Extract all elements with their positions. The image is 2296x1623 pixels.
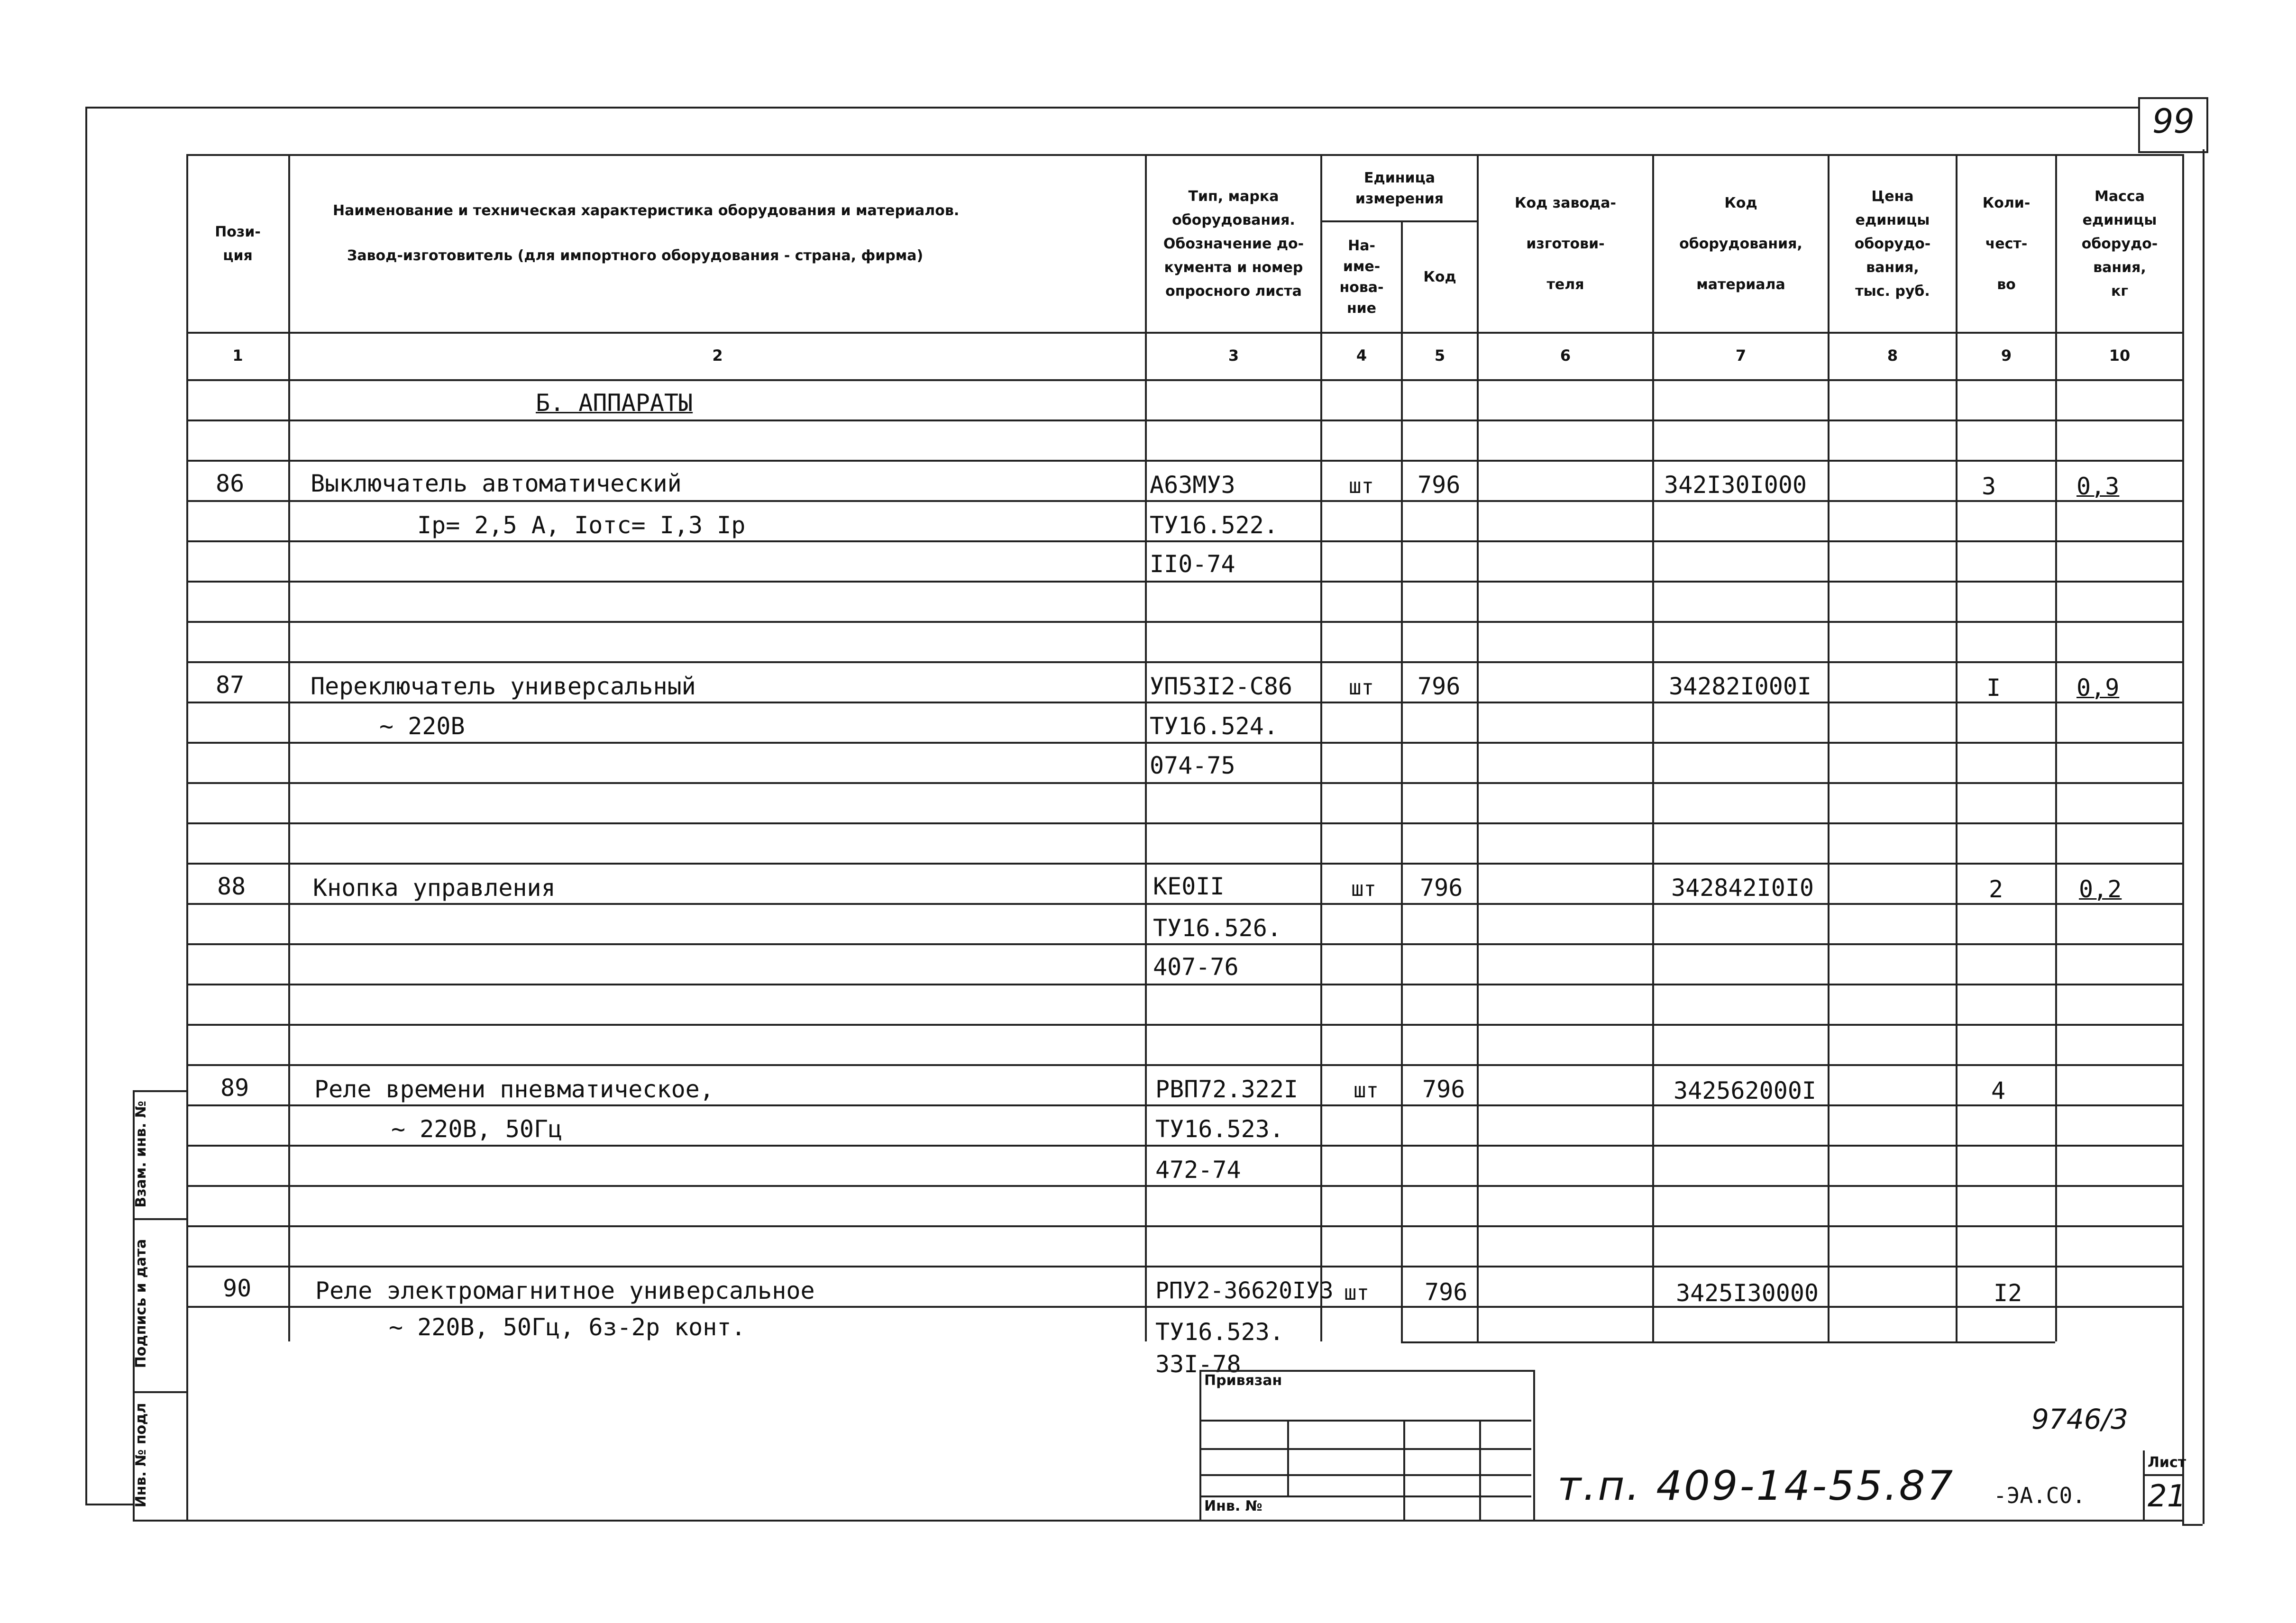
item-equipment-code: 34282I000I: [1669, 673, 1812, 700]
album-number: 9746/3: [2031, 1403, 2129, 1435]
item-type-doc: ТУ16.522.: [1150, 511, 1278, 539]
item-type-doc: ТУ16.523.: [1155, 1115, 1284, 1143]
page-number: 99: [2152, 102, 2195, 141]
section-title: Б. АППАРАТЫ: [536, 389, 693, 417]
outer-frame-bottom: [85, 1504, 133, 1505]
row-line: [186, 1024, 2182, 1026]
header-quantity: Коли- чест- во: [1982, 195, 2031, 293]
table-right-border: [2182, 154, 2184, 1524]
row-line: [186, 1185, 2182, 1187]
col-number: 9: [2001, 346, 2012, 365]
inventory-label: Инв. №: [1204, 1498, 1262, 1514]
row-line: [186, 540, 2182, 542]
outer-frame-top: [85, 107, 2138, 109]
item-type: КЕ0II: [1153, 873, 1225, 900]
stamp-line: [1199, 1495, 1531, 1497]
item-name: Выключатель автоматический: [311, 470, 682, 497]
side-label-signature: Подпись и дата: [133, 1239, 149, 1368]
row-line: [186, 1306, 2182, 1308]
header-position: Пози- ция: [215, 224, 261, 264]
item-unit: шт: [1354, 1078, 1379, 1103]
header-unit-group: Единица измерения: [1355, 169, 1444, 207]
stamp-vline: [1287, 1420, 1289, 1495]
item-name: Кнопка управления: [313, 874, 556, 902]
item-equipment-code: 342562000I: [1674, 1077, 1817, 1104]
row-line: [186, 1266, 2182, 1267]
item-name: Переключатель универсальный: [311, 673, 696, 700]
row-line: [186, 863, 2182, 865]
row-line: [186, 903, 2182, 905]
item-position: 90: [223, 1275, 252, 1302]
item-name: Реле времени пневматическое,: [314, 1076, 714, 1103]
col-number: 8: [1887, 346, 1898, 365]
row-line: [186, 822, 2182, 824]
item-type-doc-number: 33I-78: [1155, 1350, 1241, 1378]
sheet-number: 21: [2148, 1479, 2186, 1514]
item-unit: шт: [1351, 877, 1376, 901]
item-quantity: 4: [1991, 1077, 2006, 1104]
item-unit-code: 796: [1418, 471, 1461, 499]
item-type-doc-number: 472-74: [1155, 1156, 1241, 1184]
stamp-line: [1199, 1474, 1531, 1476]
header-mass: Масса единицы оборудо- вания, кг: [2081, 188, 2158, 300]
stamp-line: [1199, 1420, 1531, 1422]
item-type: РВП72.322I: [1155, 1076, 1299, 1103]
item-position: 88: [217, 873, 246, 900]
item-unit-code: 796: [1422, 1076, 1465, 1103]
item-type-doc-number: II0-74: [1150, 550, 1235, 578]
sheet-box-divider: [2143, 1474, 2182, 1476]
document-code: -ЭА.С0.: [1994, 1483, 2086, 1508]
stamp-right-bottom: [2182, 1524, 2203, 1526]
header-type: Тип, марка оборудования. Обозначение до- кумента и номер опросного листа: [1163, 188, 1304, 300]
header-unit-code: Код: [1423, 269, 1456, 285]
row-line: [186, 621, 2182, 623]
header-unit-name: На- име- нова- ние: [1339, 237, 1384, 317]
item-type-doc-number: 407-76: [1153, 953, 1239, 981]
table-body-bottom: [1401, 1341, 2055, 1343]
row-line: [186, 702, 2182, 703]
item-spec: ~ 220В: [379, 712, 465, 740]
item-type: РПУ2-36620IУ3: [1155, 1277, 1334, 1304]
col-number: 5: [1434, 346, 1445, 365]
header-name-line1: Наименование и техническая характеристика оборудования и материалов.: [333, 202, 960, 219]
item-spec: ~ 220В, 50Гц, 6з-2р конт.: [389, 1313, 746, 1341]
side-label-replacement: Взам. инв. №: [133, 1101, 149, 1208]
item-equipment-code: 342842I0I0: [1671, 874, 1814, 902]
item-quantity: 3: [1982, 473, 1996, 500]
row-line: [186, 500, 2182, 502]
col-numbers-bottom-line: [186, 379, 2182, 381]
sheet-box-left: [2143, 1450, 2145, 1522]
header-factory-code: Код завода- изготови- теля: [1515, 195, 1616, 293]
item-quantity: I2: [1994, 1279, 2022, 1307]
col-number: 1: [232, 346, 243, 365]
stamp-vline: [1403, 1420, 1405, 1522]
row-line: [186, 742, 2182, 744]
item-position: 89: [220, 1074, 249, 1102]
item-type-doc: ТУ16.523.: [1155, 1318, 1284, 1346]
col-number: 6: [1560, 346, 1571, 365]
item-position: 86: [216, 470, 245, 497]
item-mass: 0,3: [2076, 473, 2120, 500]
row-line: [186, 1064, 2182, 1066]
col-number: 7: [1735, 346, 1747, 365]
stamp-line: [1199, 1448, 1531, 1450]
item-spec: ~ 220В, 50Гц: [391, 1115, 563, 1143]
item-equipment-code: 3425I30000: [1676, 1279, 1819, 1307]
item-name: Реле электромагнитное универсальное: [315, 1277, 815, 1304]
row-line: [186, 460, 2182, 462]
item-unit: шт: [1349, 474, 1374, 498]
col-number: 10: [2109, 346, 2131, 365]
col-number: 2: [712, 346, 723, 365]
item-type: УП53I2-С86: [1150, 673, 1293, 700]
row-line: [186, 1104, 2182, 1106]
item-mass: 0,9: [2076, 674, 2120, 702]
side-label-inventory: Инв. № подл: [133, 1403, 149, 1508]
col-number: 4: [1356, 346, 1367, 365]
item-unit-code: 796: [1418, 673, 1461, 700]
header-equipment-code: Код оборудования, материала: [1679, 195, 1802, 293]
item-position: 87: [216, 671, 245, 699]
row-line: [186, 984, 2182, 985]
item-unit-code: 796: [1420, 874, 1463, 902]
outer-frame-right: [2203, 149, 2205, 1524]
row-line: [186, 1145, 2182, 1147]
document-number: т.п. 409-14-55.87: [1557, 1462, 1955, 1510]
sheet-label: Лист: [2148, 1454, 2186, 1471]
item-mass: 0,2: [2079, 875, 2122, 903]
unit-group-divider: [1320, 220, 1477, 222]
item-equipment-code: 342I30I000: [1664, 471, 1807, 499]
attached-label: Привязан: [1204, 1372, 1282, 1389]
item-unit-code: 796: [1425, 1278, 1468, 1306]
item-type-doc: ТУ16.524.: [1150, 712, 1278, 740]
table-top-border: [186, 154, 2182, 156]
item-spec: Iр= 2,5 А, Iотс= I,3 Iр: [417, 511, 746, 539]
item-quantity: I: [1986, 674, 2001, 702]
item-unit: шт: [1349, 675, 1374, 700]
row-line: [186, 581, 2182, 583]
header-name-line2: Завод-изготовитель (для импортного оборудования - страна, фирма): [347, 247, 924, 264]
frame-bottom: [186, 1520, 2182, 1522]
item-quantity: 2: [1989, 875, 2003, 903]
row-line: [186, 943, 2182, 945]
item-type-doc: ТУ16.526.: [1153, 914, 1281, 942]
outer-frame-left: [85, 107, 87, 1505]
col-line-4: [1401, 220, 1403, 1341]
row-line: [186, 1225, 2182, 1227]
header-price: Цена единицы оборудо- вания, тыс. руб.: [1854, 188, 1931, 300]
row-line: [186, 661, 2182, 663]
col-number: 3: [1228, 346, 1239, 365]
item-type-doc-number: 074-75: [1150, 752, 1235, 779]
item-unit: шт: [1344, 1281, 1369, 1305]
row-line: [186, 782, 2182, 784]
row-line: [186, 419, 2182, 421]
item-type: А63МУ3: [1150, 471, 1235, 499]
stamp-vline: [1479, 1420, 1481, 1522]
